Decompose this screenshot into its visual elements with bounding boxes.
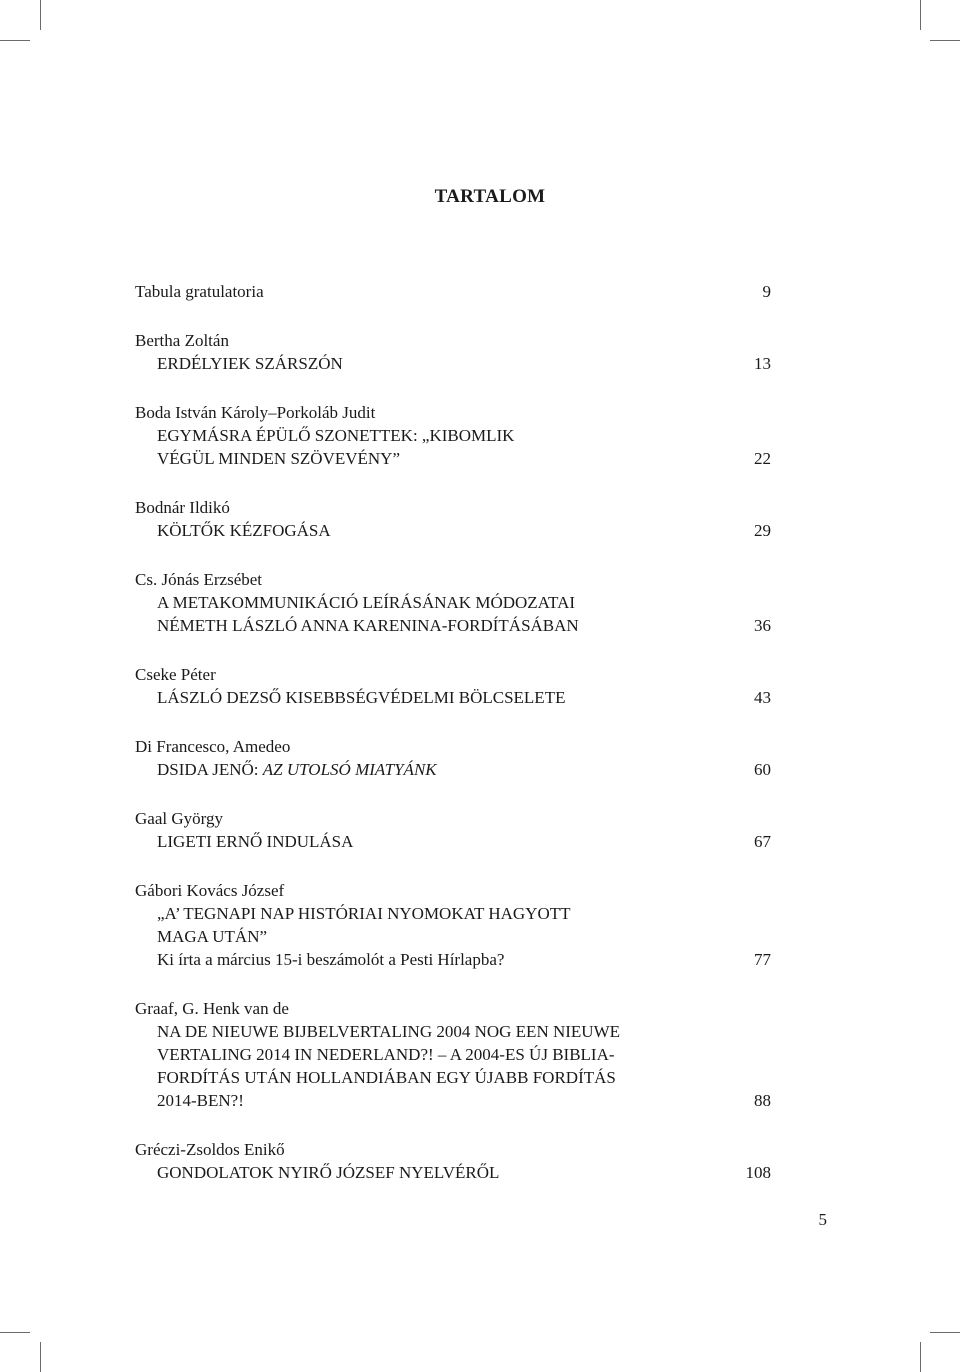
toc-title: GONDOLATOK NYIRŐ JÓZSEF NYELVÉRŐL [157, 1163, 500, 1182]
toc-title: EGYMÁSRA ÉPÜLŐ SZONETTEK: „KIBOMLIK [157, 426, 515, 445]
toc-title: VÉGÜL MINDEN SZÖVEVÉNY” [157, 449, 400, 468]
page-title: TARTALOM [434, 186, 546, 207]
toc-author: Bertha Zoltán [135, 331, 229, 350]
toc-entry [135, 807, 771, 853]
toc-line [135, 1161, 771, 1184]
toc-author: Bodnár Ildikó [135, 498, 230, 517]
toc-entry [135, 663, 771, 709]
toc-title: VERTALING 2014 IN NEDERLAND?! – A 2004-ES ÚJ BIBLIA- [157, 1045, 615, 1064]
toc-line [135, 686, 771, 709]
toc-entry [135, 1138, 771, 1184]
table-of-contents [135, 280, 771, 1210]
toc-page-number: 29 [754, 521, 771, 540]
toc-title: NÉMETH LÁSZLÓ ANNA KARENINA-FORDÍTÁSÁBAN [157, 616, 579, 635]
toc-title: NA DE NIEUWE BIJBELVERTALING 2004 NOG EEN NIEUWE [157, 1022, 621, 1041]
toc-page-number: 67 [754, 832, 771, 851]
toc-line [135, 948, 771, 971]
toc-entry [135, 329, 771, 375]
toc-subtitle: Ki írta a március 15-i beszámolót a Pesti Hírlapba? [157, 950, 505, 969]
toc-title: LÁSZLÓ DEZSŐ KISEBBSÉGVÉDELMI BÖLCSELETE [157, 688, 566, 707]
toc-page-number: 108 [745, 1163, 771, 1182]
toc-title: 2014-BEN?! [157, 1091, 244, 1110]
toc-line [135, 280, 771, 303]
toc-page-number: 13 [754, 354, 771, 373]
toc-line [135, 447, 771, 470]
toc-line [135, 519, 771, 542]
crop-mark [920, 1342, 921, 1372]
crop-mark [930, 1332, 960, 1333]
page-number: 5 [818, 1210, 827, 1229]
toc-page-number: 88 [754, 1091, 771, 1110]
crop-mark [40, 1342, 41, 1372]
toc-line [135, 830, 771, 853]
toc-title: DSIDA JENŐ: [157, 760, 263, 779]
toc-author: Gaal György [135, 809, 223, 828]
toc-author: Gábori Kovács József [135, 881, 285, 900]
toc-title: ERDÉLYIEK SZÁRSZÓN [157, 354, 343, 373]
toc-entry [135, 280, 771, 303]
toc-title: KÖLTŐK KÉZFOGÁSA [157, 521, 331, 540]
toc-author: Di Francesco, Amedeo [135, 737, 291, 756]
toc-entry [135, 879, 771, 971]
toc-title: LIGETI ERNŐ INDULÁSA [157, 832, 354, 851]
crop-mark [920, 0, 921, 30]
toc-title: MAGA UTÁN” [157, 927, 268, 946]
toc-title: A METAKOMMUNIKÁCIÓ LEÍRÁSÁNAK MÓDOZATAI [157, 593, 576, 612]
toc-entry [135, 997, 771, 1112]
crop-mark [930, 40, 960, 41]
toc-author: Cseke Péter [135, 665, 216, 684]
toc-line [135, 1089, 771, 1112]
toc-entry [135, 401, 771, 470]
toc-title-italic: AZ UTOLSÓ MIATYÁNK [262, 760, 437, 779]
toc-title: Tabula gratulatoria [135, 282, 264, 301]
toc-title: „A’ TEGNAPI NAP HISTÓRIAI NYOMOKAT HAGYOTT [157, 904, 571, 923]
toc-line [135, 352, 771, 375]
toc-entry [135, 496, 771, 542]
toc-line [135, 614, 771, 637]
toc-page-number: 77 [754, 950, 771, 969]
toc-author: Boda István Károly–Porkoláb Judit [135, 403, 376, 422]
toc-entry [135, 735, 771, 781]
toc-line [135, 758, 771, 781]
crop-mark [0, 1332, 30, 1333]
crop-mark [0, 40, 30, 41]
toc-author: Graaf, G. Henk van de [135, 999, 289, 1018]
toc-page-number: 36 [754, 616, 771, 635]
toc-page-number: 22 [754, 449, 771, 468]
crop-mark [40, 0, 41, 30]
toc-page-number: 60 [754, 760, 771, 779]
toc-title: FORDÍTÁS UTÁN HOLLANDIÁBAN EGY ÚJABB FORDÍTÁS [157, 1068, 616, 1087]
toc-author: Gréczi-Zsoldos Enikő [135, 1140, 285, 1159]
toc-page-number: 43 [754, 688, 771, 707]
toc-author: Cs. Jónás Erzsébet [135, 570, 263, 589]
toc-page-number: 9 [762, 282, 771, 301]
toc-entry [135, 568, 771, 637]
